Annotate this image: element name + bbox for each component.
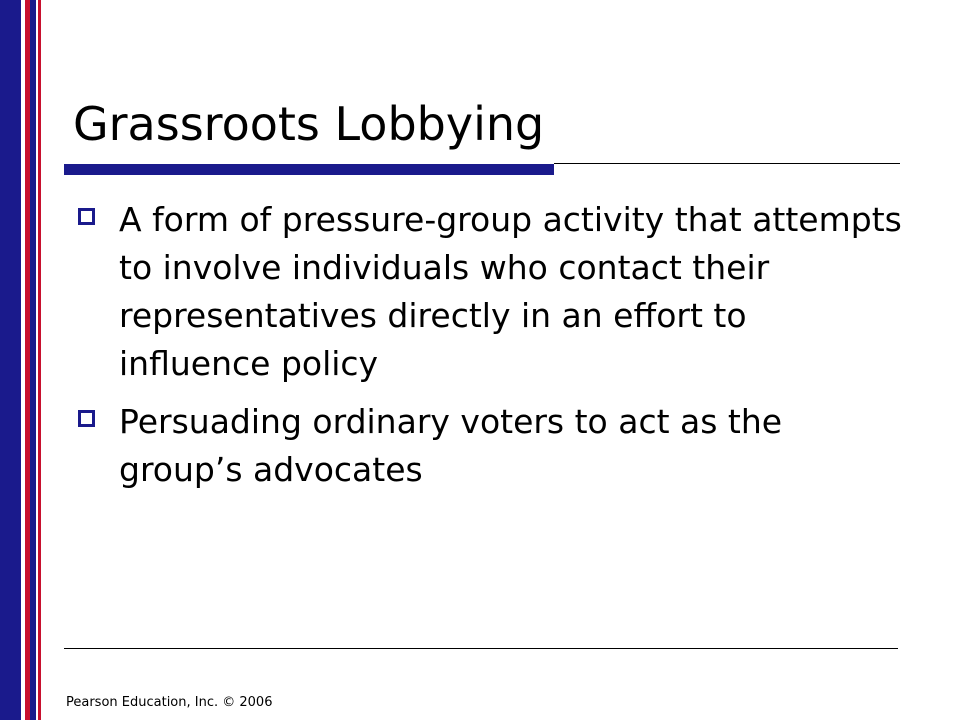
title-underline-bar [64, 164, 554, 175]
bullet-text: Persuading ordinary voters to act as the group’s advocates [119, 402, 783, 489]
bullet-item [76, 398, 906, 494]
bullet-list [76, 196, 906, 504]
bullet-item [76, 196, 906, 388]
slide-title: Grassroots Lobbying [73, 97, 545, 151]
left-stripe-red-thin [38, 0, 41, 720]
hollow-square-icon [78, 208, 95, 225]
left-stripe-navy [0, 0, 21, 720]
hollow-square-icon [78, 410, 95, 427]
bullet-text: A form of pressure-group activity that attempts to involve individuals who contact their representatives directly in an effort to influence policy [119, 200, 902, 383]
footer-copyright: Pearson Education, Inc. © 2006 [66, 695, 273, 710]
footer-rule [64, 648, 898, 649]
title-underline-rule [554, 163, 900, 164]
